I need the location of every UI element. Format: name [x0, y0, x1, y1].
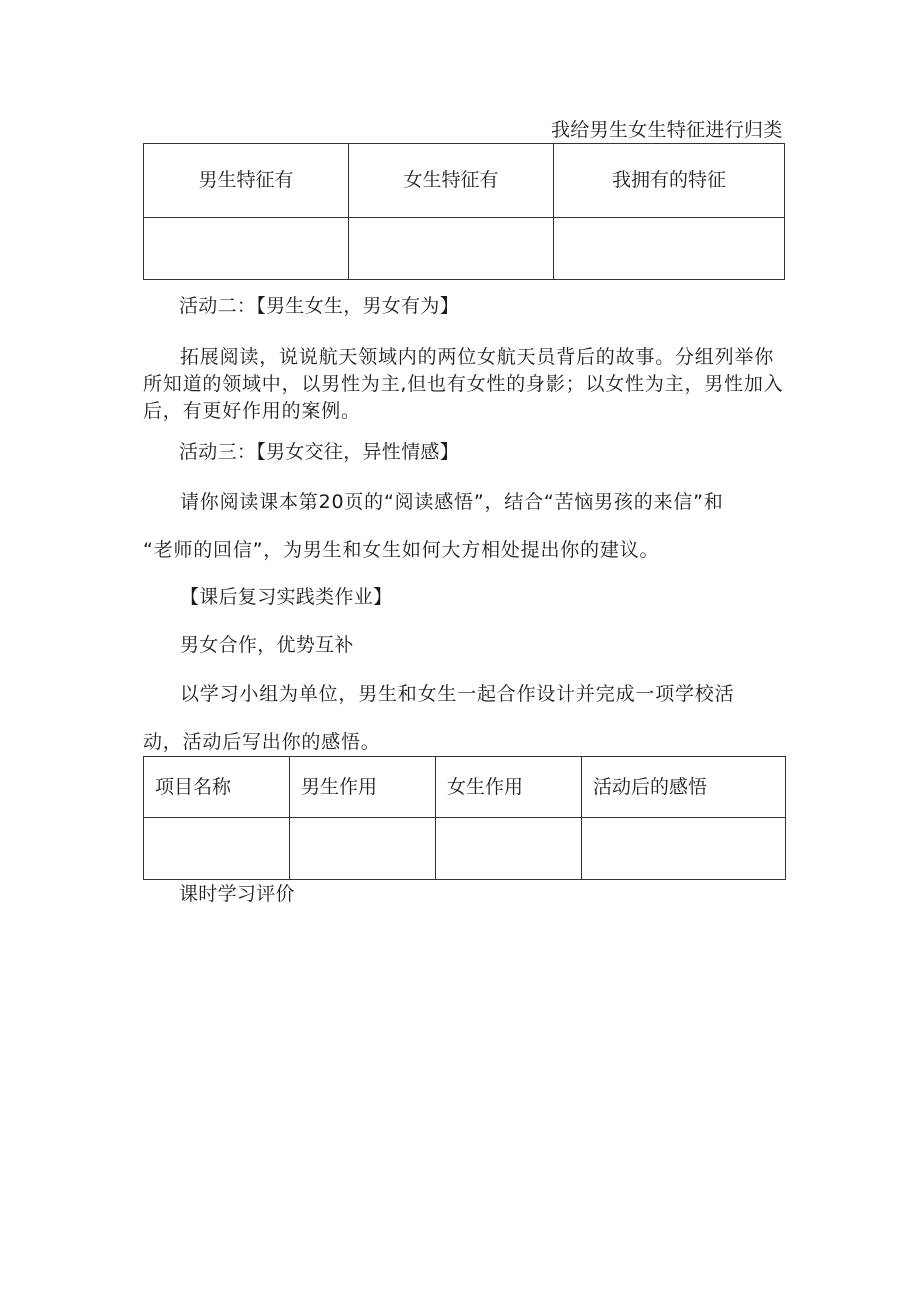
header-my-features: 我拥有的特征 [554, 144, 785, 218]
cell-reflection[interactable] [582, 818, 786, 880]
evaluation-title: 课时学习评价 [179, 883, 295, 905]
activity3-title: 活动三：【男女交往，异性情感】 [179, 441, 460, 463]
table1-caption: 我给男生女生特征进行归类 [551, 119, 783, 141]
cell-boy-role[interactable] [290, 818, 436, 880]
activity3-line-1: 请你阅读课本第20页的“阅读感悟”，结合“苦恼男孩的来信”和 [180, 491, 724, 513]
activity2-line-3: 后，有更好作用的案例。 [143, 400, 361, 422]
feature-classification-table [143, 143, 785, 280]
header-boy-role: 男生作用 [290, 757, 436, 818]
homework-line-1: 以学习小组为单位，男生和女生一起合作设计并完成一项学校活 [180, 683, 735, 705]
cell-boy-features[interactable] [144, 218, 349, 280]
table-row [144, 218, 785, 280]
homework-subtitle: 男女合作，优势互补 [180, 634, 354, 656]
header-girl-role: 女生作用 [436, 757, 582, 818]
activity2-line-1: 拓展阅读，说说航天领域内的两位女航天员背后的故事。分组列举你 [180, 346, 775, 368]
header-project-name: 项目名称 [144, 757, 290, 818]
activity2-line-2: 所知道的领域中，以男性为主,但也有女性的身影；以女性为主，男性加入 [143, 373, 784, 395]
activity3-line-2: “老师的回信”，为男生和女生如何大方相处提出你的建议。 [143, 539, 660, 561]
activity2-title: 活动二：【男生女生，男女有为】 [179, 295, 460, 317]
table-header-row [144, 144, 785, 218]
header-boy-features: 男生特征有 [144, 144, 349, 218]
cell-project-name[interactable] [144, 818, 290, 880]
header-reflection: 活动后的感悟 [582, 757, 786, 818]
homework-title: 【课后复习实践类作业】 [180, 586, 393, 608]
table-header-row [144, 757, 786, 818]
homework-line-2: 动，活动后写出你的感悟。 [143, 731, 381, 753]
cell-girl-features[interactable] [349, 218, 554, 280]
activity-reflection-table [143, 756, 786, 880]
table-row [144, 818, 786, 880]
cell-girl-role[interactable] [436, 818, 582, 880]
cell-my-features[interactable] [554, 218, 785, 280]
header-girl-features: 女生特征有 [349, 144, 554, 218]
